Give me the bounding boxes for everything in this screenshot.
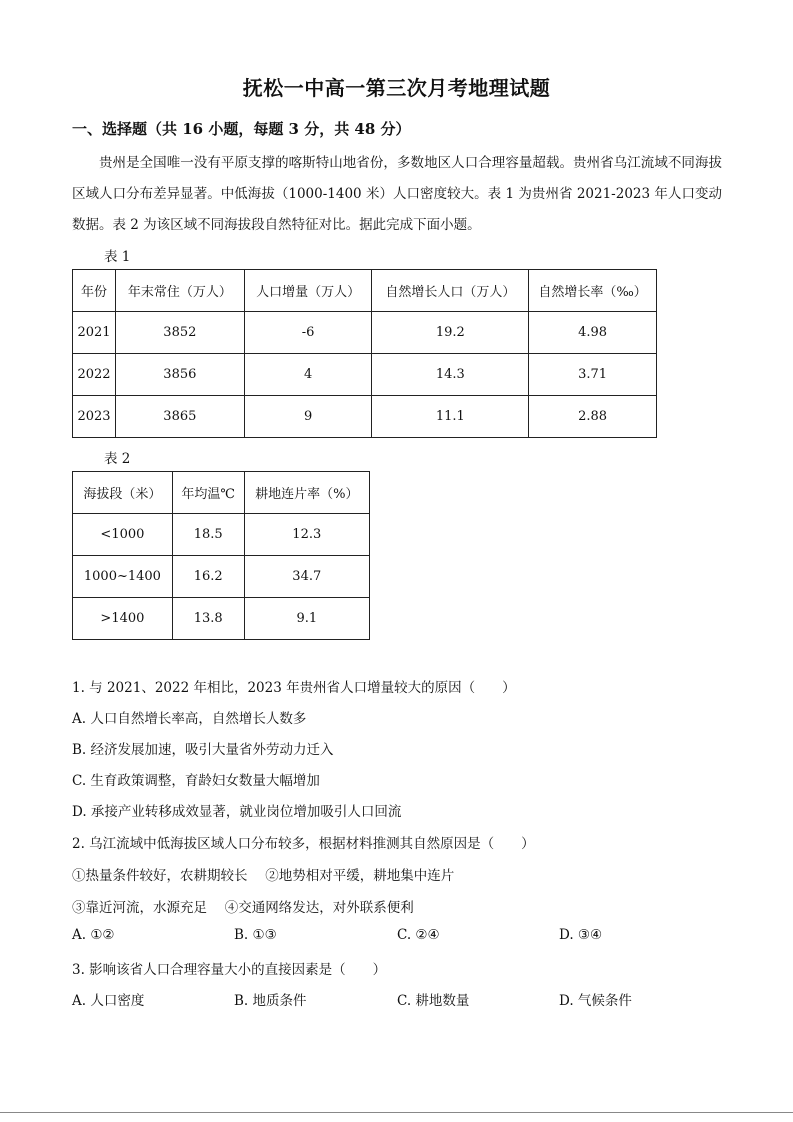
table-cell: 16.2 — [172, 556, 244, 598]
table1-header: 年份 — [73, 270, 116, 312]
table2-header: 年均温℃ — [172, 472, 244, 514]
table-cell: 4.98 — [529, 312, 657, 354]
question-3-option-d[interactable]: D. 气候条件 — [559, 993, 632, 1009]
question-2-option-a[interactable]: A. ①② — [72, 927, 115, 943]
question-3-option-b[interactable]: B. 地质条件 — [234, 993, 307, 1009]
question-1-stem: 1. 与 2021、2022 年相比，2023 年贵州省人口增量较大的原因（ ） — [72, 680, 516, 696]
table-cell: 1000~1400 — [73, 556, 173, 598]
table-cell: 12.3 — [244, 514, 369, 556]
table-cell: 18.5 — [172, 514, 244, 556]
table-cell: 9.1 — [244, 598, 369, 640]
table1 — [72, 269, 657, 438]
table-cell: 2022 — [73, 354, 116, 396]
table2-header-row — [73, 472, 370, 514]
question-2-option-d[interactable]: D. ③④ — [559, 927, 603, 943]
question-1-option-b[interactable]: B. 经济发展加速，吸引大量省外劳动力迁入 — [72, 742, 334, 758]
question-3-stem: 3. 影响该省人口合理容量大小的直接因素是（ ） — [72, 962, 387, 978]
question-1-option-a[interactable]: A. 人口自然增长率高，自然增长人数多 — [72, 711, 307, 727]
question-2-option-b[interactable]: B. ①③ — [234, 927, 277, 943]
table1-header: 年末常住（万人） — [115, 270, 244, 312]
page-bottom-divider — [0, 1112, 793, 1113]
table-row — [73, 598, 370, 640]
question-3-option-a[interactable]: A. 人口密度 — [72, 993, 145, 1009]
table-cell: <1000 — [73, 514, 173, 556]
table-row — [73, 556, 370, 598]
question-3-option-c[interactable]: C. 耕地数量 — [397, 993, 470, 1009]
table-row — [73, 514, 370, 556]
table-cell: 13.8 — [172, 598, 244, 640]
table1-header-row — [73, 270, 657, 312]
table-cell: 3856 — [115, 354, 244, 396]
table-cell: 11.1 — [372, 396, 529, 438]
table-cell: 34.7 — [244, 556, 369, 598]
table2 — [72, 471, 370, 640]
table-cell: 2.88 — [529, 396, 657, 438]
table-cell: 19.2 — [372, 312, 529, 354]
table2-caption: 表 2 — [104, 451, 131, 467]
question-2-option-c[interactable]: C. ②④ — [397, 927, 440, 943]
table1-header: 人口增量（万人） — [244, 270, 372, 312]
table-cell: 14.3 — [372, 354, 529, 396]
table2-header: 海拔段（米） — [73, 472, 173, 514]
table-cell: 9 — [244, 396, 372, 438]
table1-header: 自然增长人口（万人） — [372, 270, 529, 312]
question-2-statement-2: ③靠近河流，水源充足 ④交通网络发达，对外联系便利 — [72, 900, 414, 916]
question-2-stem: 2. 乌江流域中低海拔区域人口分布较多，根据材料推测其自然原因是（ ） — [72, 836, 535, 852]
table-cell: 3.71 — [529, 354, 657, 396]
table2-header: 耕地连片率（%） — [244, 472, 369, 514]
question-2-statement-1: ①热量条件较好，农耕期较长 ②地势相对平缓，耕地集中连片 — [72, 868, 455, 884]
page-title: 抚松一中高一第三次月考地理试题 — [242, 76, 551, 100]
table-row — [73, 396, 657, 438]
table-cell: 4 — [244, 354, 372, 396]
table-row — [73, 312, 657, 354]
table-cell: >1400 — [73, 598, 173, 640]
table-cell: 2023 — [73, 396, 116, 438]
table1-header: 自然增长率（‰） — [529, 270, 657, 312]
table-cell: -6 — [244, 312, 372, 354]
section-heading: 一、选择题（共 16 小题，每题 3 分，共 48 分） — [72, 120, 411, 138]
table-row — [73, 354, 657, 396]
question-1-option-d[interactable]: D. 承接产业转移成效显著，就业岗位增加吸引人口回流 — [72, 804, 402, 820]
table-cell: 3852 — [115, 312, 244, 354]
question-1-option-c[interactable]: C. 生育政策调整，育龄妇女数量大幅增加 — [72, 773, 320, 789]
table-cell: 3865 — [115, 396, 244, 438]
table-cell: 2021 — [73, 312, 116, 354]
intro-paragraph: 贵州是全国唯一没有平原支撑的喀斯特山地省份，多数地区人口合理容量超载。贵州省乌江流域不同海拔区域人口分布差异显著。中低海拔（1000-1400 米）人口密度较大。表 1 为贵州省 2021-2023 年人口变动数据。表 2 为该区域不同海拔段自然特征对比。据此完成下面小题。 — [72, 155, 722, 233]
table1-caption: 表 1 — [104, 249, 131, 265]
